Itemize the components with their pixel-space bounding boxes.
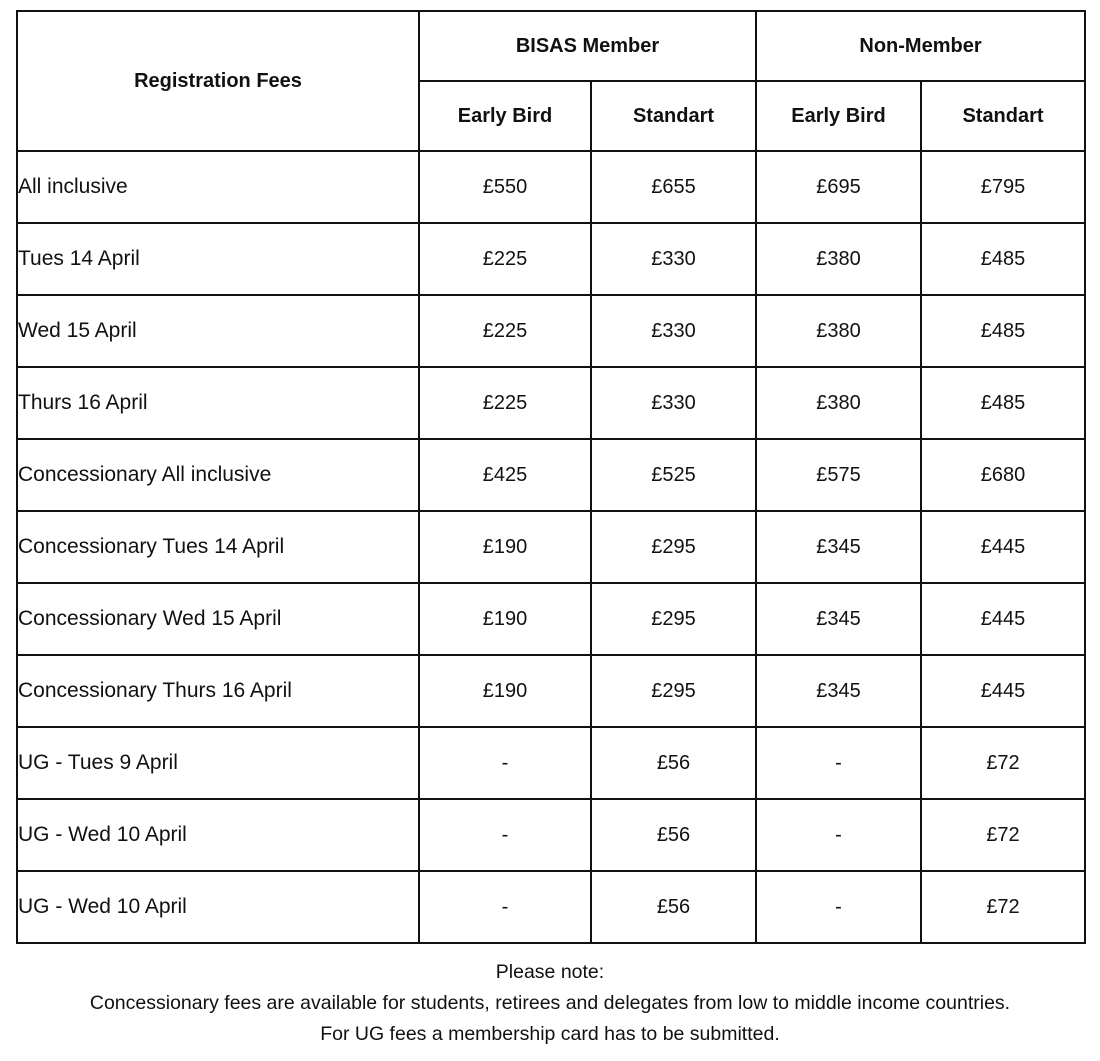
- row-label: UG - Wed 10 April: [17, 871, 419, 943]
- table-row: [17, 367, 1085, 439]
- table-row: [17, 583, 1085, 655]
- fee-cell: £345: [756, 583, 921, 655]
- fee-cell: £575: [756, 439, 921, 511]
- subheader-nonmember-early-bird: Early Bird: [756, 81, 921, 151]
- row-label: Concessionary Thurs 16 April: [17, 655, 419, 727]
- fee-cell: £330: [591, 295, 756, 367]
- fee-cell: £680: [921, 439, 1085, 511]
- fee-cell: £485: [921, 223, 1085, 295]
- subheader-member-early-bird: Early Bird: [419, 81, 591, 151]
- row-label: Concessionary All inclusive: [17, 439, 419, 511]
- subheader-nonmember-standart: Standart: [921, 81, 1085, 151]
- fee-cell: £190: [419, 655, 591, 727]
- fee-cell: £225: [419, 295, 591, 367]
- fee-cell: £380: [756, 223, 921, 295]
- fee-cell: £425: [419, 439, 591, 511]
- fee-cell: £445: [921, 511, 1085, 583]
- table-row: [17, 223, 1085, 295]
- table-row: [17, 799, 1085, 871]
- fee-cell: -: [756, 871, 921, 943]
- row-label: UG - Wed 10 April: [17, 799, 419, 871]
- note-title: Please note:: [495, 961, 605, 983]
- row-label: Wed 15 April: [17, 295, 419, 367]
- fee-cell: £445: [921, 583, 1085, 655]
- fee-cell: £225: [419, 367, 591, 439]
- fee-cell: £190: [419, 511, 591, 583]
- fee-cell: £295: [591, 511, 756, 583]
- fee-cell: £56: [591, 871, 756, 943]
- fee-cell: £72: [921, 727, 1085, 799]
- fee-cell: -: [756, 727, 921, 799]
- fee-cell: £56: [591, 799, 756, 871]
- fee-cell: £56: [591, 727, 756, 799]
- fee-cell: £695: [756, 151, 921, 223]
- fee-cell: £485: [921, 367, 1085, 439]
- fee-cell: -: [419, 799, 591, 871]
- fee-cell: £345: [756, 655, 921, 727]
- group-header-bisas-member: BISAS Member: [419, 11, 756, 81]
- fee-cell: £485: [921, 295, 1085, 367]
- subheader-member-standart: Standart: [591, 81, 756, 151]
- header-row-groups: [17, 11, 1085, 81]
- fee-cell: £380: [756, 295, 921, 367]
- fee-cell: £655: [591, 151, 756, 223]
- fee-cell: £330: [591, 223, 756, 295]
- fee-cell: £225: [419, 223, 591, 295]
- row-label: Concessionary Wed 15 April: [17, 583, 419, 655]
- row-label: UG - Tues 9 April: [17, 727, 419, 799]
- fee-cell: £380: [756, 367, 921, 439]
- table-row: [17, 295, 1085, 367]
- fee-cell: -: [419, 727, 591, 799]
- fee-cell: £72: [921, 871, 1085, 943]
- group-header-non-member: Non-Member: [756, 11, 1085, 81]
- registration-fees-table: [16, 10, 1086, 944]
- fee-cell: £795: [921, 151, 1085, 223]
- row-label: Concessionary Tues 14 April: [17, 511, 419, 583]
- table-row: [17, 871, 1085, 943]
- table-row: [17, 655, 1085, 727]
- fee-cell: £550: [419, 151, 591, 223]
- row-label: Thurs 16 April: [17, 367, 419, 439]
- fee-cell: £445: [921, 655, 1085, 727]
- table-row: [17, 439, 1085, 511]
- fee-cell: -: [419, 871, 591, 943]
- fee-cell: £72: [921, 799, 1085, 871]
- fee-cell: £190: [419, 583, 591, 655]
- row-label: All inclusive: [17, 151, 419, 223]
- fee-cell: £295: [591, 655, 756, 727]
- row-label: Tues 14 April: [17, 223, 419, 295]
- table-row: [17, 727, 1085, 799]
- note-line-concessionary: Concessionary fees are available for students, retirees and delegates from low to middle income countries.: [89, 992, 1011, 1014]
- fee-cell: £345: [756, 511, 921, 583]
- registration-fees-header: Registration Fees: [17, 11, 419, 151]
- fee-rows: [17, 151, 1085, 943]
- fee-cell: £330: [591, 367, 756, 439]
- table-row: [17, 511, 1085, 583]
- note-line-ug: For UG fees a membership card has to be submitted.: [320, 1023, 780, 1045]
- fee-cell: -: [756, 799, 921, 871]
- table-row: [17, 151, 1085, 223]
- fee-cell: £525: [591, 439, 756, 511]
- fee-cell: £295: [591, 583, 756, 655]
- fee-note: [0, 957, 1100, 1050]
